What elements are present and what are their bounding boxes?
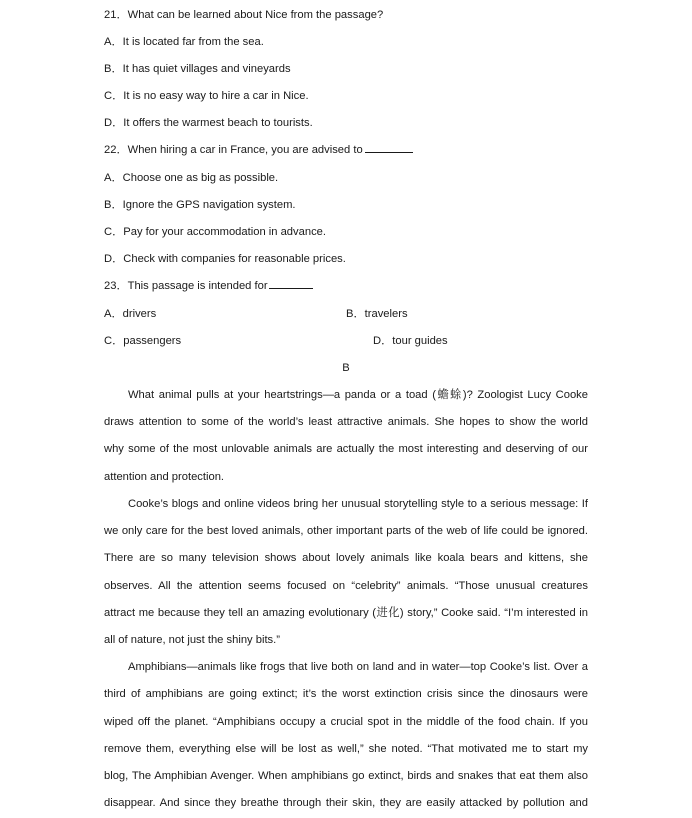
- question-23-option-d: D．tour guides: [373, 335, 448, 347]
- question-23-option-a: A．drivers: [104, 308, 157, 320]
- passage-line: observes. All the attention seems focused on “celebrity” animals. “Those unusual creatures: [104, 580, 588, 592]
- question-22-option-a: A．Choose one as big as possible.: [104, 172, 279, 184]
- passage-line: draws attention to some of the world’s least attractive animals. She hopes to show the world: [104, 416, 588, 428]
- passage-line: wiped off the planet. “Amphibians occupy a crucial spot in the middle of the food chain. If you: [104, 716, 588, 728]
- passage-line: blog, The Amphibian Avenger. When amphibians go extinct, birds and snakes that eat them also: [104, 770, 588, 782]
- question-23-stem: 23．This passage is intended for: [104, 280, 268, 292]
- question-21-stem: 21．What can be learned about Nice from the passage?: [104, 9, 384, 21]
- passage-line: all of nature, not just the shiny bits.”: [104, 634, 280, 646]
- passage-line: disappear. And since they breathe through their skin, they are easily attacked by pollution and: [104, 797, 588, 809]
- question-22: [104, 142, 413, 158]
- passage-line: Amphibians—animals like frogs that live both on land and in water—top Cooke’s list. Over a: [128, 661, 588, 673]
- question-22-option-d: D．Check with companies for reasonable prices.: [104, 253, 346, 265]
- passage-line: we only care for the best loved animals, other important parts of the web of life could be ignored.: [104, 525, 588, 537]
- question-23: [104, 278, 313, 294]
- question-22-option-c: C．Pay for your accommodation in advance.: [104, 226, 326, 238]
- passage-line: attract me because they tell an amazing evolutionary (进化) story,” Cooke said. “I’m interested in: [104, 607, 588, 619]
- section-label: B: [342, 362, 350, 374]
- passage-line: remove them, everything else will be lost as well,” she noted. “That motivated me to start my: [104, 743, 588, 755]
- question-22-stem: 22．When hiring a car in France, you are advised to: [104, 144, 363, 156]
- question-22-option-b: B．Ignore the GPS navigation system.: [104, 199, 296, 211]
- answer-blank: [269, 278, 313, 289]
- question-21-option-a: A．It is located far from the sea.: [104, 36, 264, 48]
- question-21-option-c: C．It is no easy way to hire a car in Nice.: [104, 90, 309, 102]
- passage-line: What animal pulls at your heartstrings—a panda or a toad (蟾蜍)? Zoologist Lucy Cooke: [128, 389, 588, 401]
- passage-line: attention and protection.: [104, 471, 225, 483]
- question-21-option-b: B．It has quiet villages and vineyards: [104, 63, 291, 75]
- passage-line: third of amphibians are going extinct; it’s the worst extinction crisis since the dinosaurs were: [104, 688, 588, 700]
- question-23-option-b: B．travelers: [346, 308, 408, 320]
- passage-line: why some of the most unlovable animals are actually the most interesting and deserving of our: [104, 443, 588, 455]
- passage-line: There are so many television shows about lovely animals like koala bears and kittens, she: [104, 552, 588, 564]
- question-21-option-d: D．It offers the warmest beach to tourists.: [104, 117, 313, 129]
- answer-blank: [365, 142, 413, 153]
- passage-line: Cooke’s blogs and online videos bring her unusual storytelling style to a serious message: If: [128, 498, 588, 510]
- question-23-option-c: C．passengers: [104, 335, 182, 347]
